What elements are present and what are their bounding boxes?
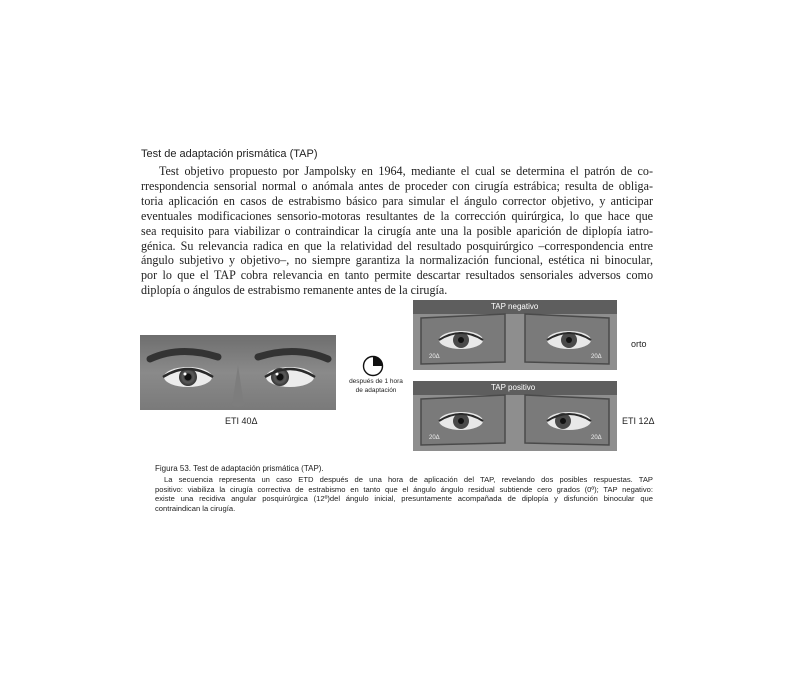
body-line: Test objetivo propuesto por Jampolsky en 1964, mediante el cual se determina el patrón de co- [159,164,653,178]
body-line: génica. Su relevancia radica en que la relatividad del resultado posquirúrgico –correspondencia entre [141,238,653,253]
section-heading: Test de adaptación prismática (TAP) [141,148,318,160]
body-line: por lo que el TAP cobra relevancia en tanto permite descartar resultados sensoriales adversos como [141,268,653,283]
initial-angle-label: ETI 40Δ [225,416,258,426]
body-line: eventuales modificaciones sensorio-motoras resultantes de la corrección quirúrgica, lo que hace que [141,208,653,223]
tap-negative-title: TAP negativo [491,302,539,311]
figure-title: Figura 53. Test de adaptación prismática (TAP). [155,464,324,473]
body-line: ángulo subjetivo y objetivo–, no siempre garantiza la normalización funcional, estética ni binocular, [141,253,653,268]
figure-description [155,475,653,513]
body-line: diplopía o ángulos de estrabismo remanente antes de la cirugía. [141,283,448,298]
eyes-photo-initial [140,335,336,410]
body-line: toria aplicación en casos de estrabismo básico para simular el ángulo corrector objetivo, y anticipar [141,193,653,208]
adaptation-caption [338,377,414,395]
tap-positive-title: TAP positivo [491,383,536,392]
adaptation-caption-line: después de 1 hora [349,378,403,385]
tap-negative-photo [413,300,617,370]
adaptation-caption-line: de adaptación [355,387,397,394]
prism-label-right: 20Δ [591,354,602,360]
figure-description-line: existe una recidiva angular posquirúrgica (12º)del ángulo inicial, presuntamente acompañada de diplopía y disfunción binocular que [155,494,653,504]
figure-description-line: positivo: viabiliza la cirugía correctiva de estrabismo en tanto que el ángulo ángulo residual subtiende cero grados (0º); TAP negativo: [155,484,653,494]
prism-label-right: 20Δ [591,435,602,441]
tap-positive-photo [413,381,617,451]
result-label-orto: orto [631,339,647,349]
body-line: rrespondencia sensorial normal o anómala antes de proceder con cirugía estrábica; resulta de obliga- [141,178,653,193]
body-paragraph [141,164,653,298]
figure-description-line: contraindican la cirugía. [155,503,236,513]
body-line: sea requisito para viabilizar o contraindicar la cirugía ante una la posible aparición de diplopía iatro- [141,223,653,238]
prism-label-left: 20Δ [429,354,440,360]
figure-description-line: La secuencia representa un caso ETD después de una hora de aplicación del TAP, revelando dos posibles respuestas. TAP [164,475,653,484]
prism-label-left: 20Δ [429,435,440,441]
result-label-eti: ETI 12Δ [622,416,655,426]
